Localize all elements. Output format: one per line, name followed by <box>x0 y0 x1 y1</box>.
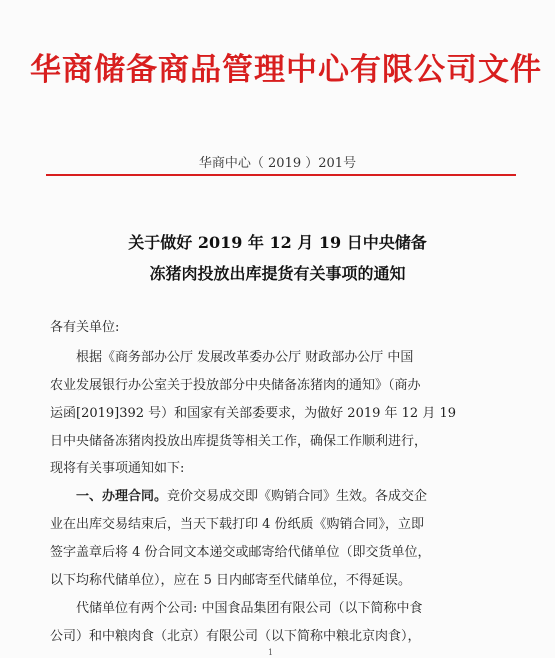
page-number: 1 <box>268 648 274 657</box>
section-1-first-line <box>76 487 427 507</box>
section-1-line: 业在出库交易结束后，当天下载打印 4 份纸质《购销合同》，立即 <box>50 517 425 532</box>
org-title: 华商储备商品管理中心有限公司文件 <box>30 52 542 88</box>
section-1-heading: 一、办理合同。 <box>76 489 168 504</box>
paragraph-1-line: 根据《商务部办公厅 发展改革委办公厅 财政部办公厅 中国 <box>76 350 414 365</box>
paragraph-1-line: 日中央储备冻猪肉投放出库提货等相关工作，确保工作顺利进行， <box>50 434 428 449</box>
red-divider <box>46 174 516 176</box>
paragraph-1-line: 运函[2019]392 号）和国家有关部委要求，为做好 2019 年 12 月 19 <box>50 406 457 421</box>
paragraph-3-line: 公司）和中粮肉食（北京）有限公司（以下简称中粮北京肉食）， <box>50 629 421 644</box>
section-1-line: 签字盖章后将 4 份合同文本递交或邮寄给代储单位（即交货单位， <box>50 545 431 560</box>
notice-title-line-2: 冻猪肉投放出库提货有关事项的通知 <box>149 264 406 283</box>
paragraph-1-line: 农业发展银行办公室关于投放部分中央储备冻猪肉的通知》（商办 <box>50 378 421 393</box>
salutation: 各有关单位: <box>50 320 120 335</box>
section-1-line: 竞价交易成交即《购销合同》生效。各成交企 <box>167 489 428 504</box>
paragraph-3-line: 代储单位有两个公司: 中国食品集团有限公司（以下简称中食 <box>76 601 423 616</box>
section-1-line: 以下均称代储单位），应在 5 日内邮寄至代储单位，不得延误。 <box>50 573 412 588</box>
notice-title-line-1: 关于做好 2019 年 12 月 19 日中央储备 <box>128 233 427 252</box>
paragraph-1-line: 现将有关事项通知如下: <box>50 461 185 476</box>
doc-number: 华商中心（ 2019 ）201号 <box>198 156 357 171</box>
